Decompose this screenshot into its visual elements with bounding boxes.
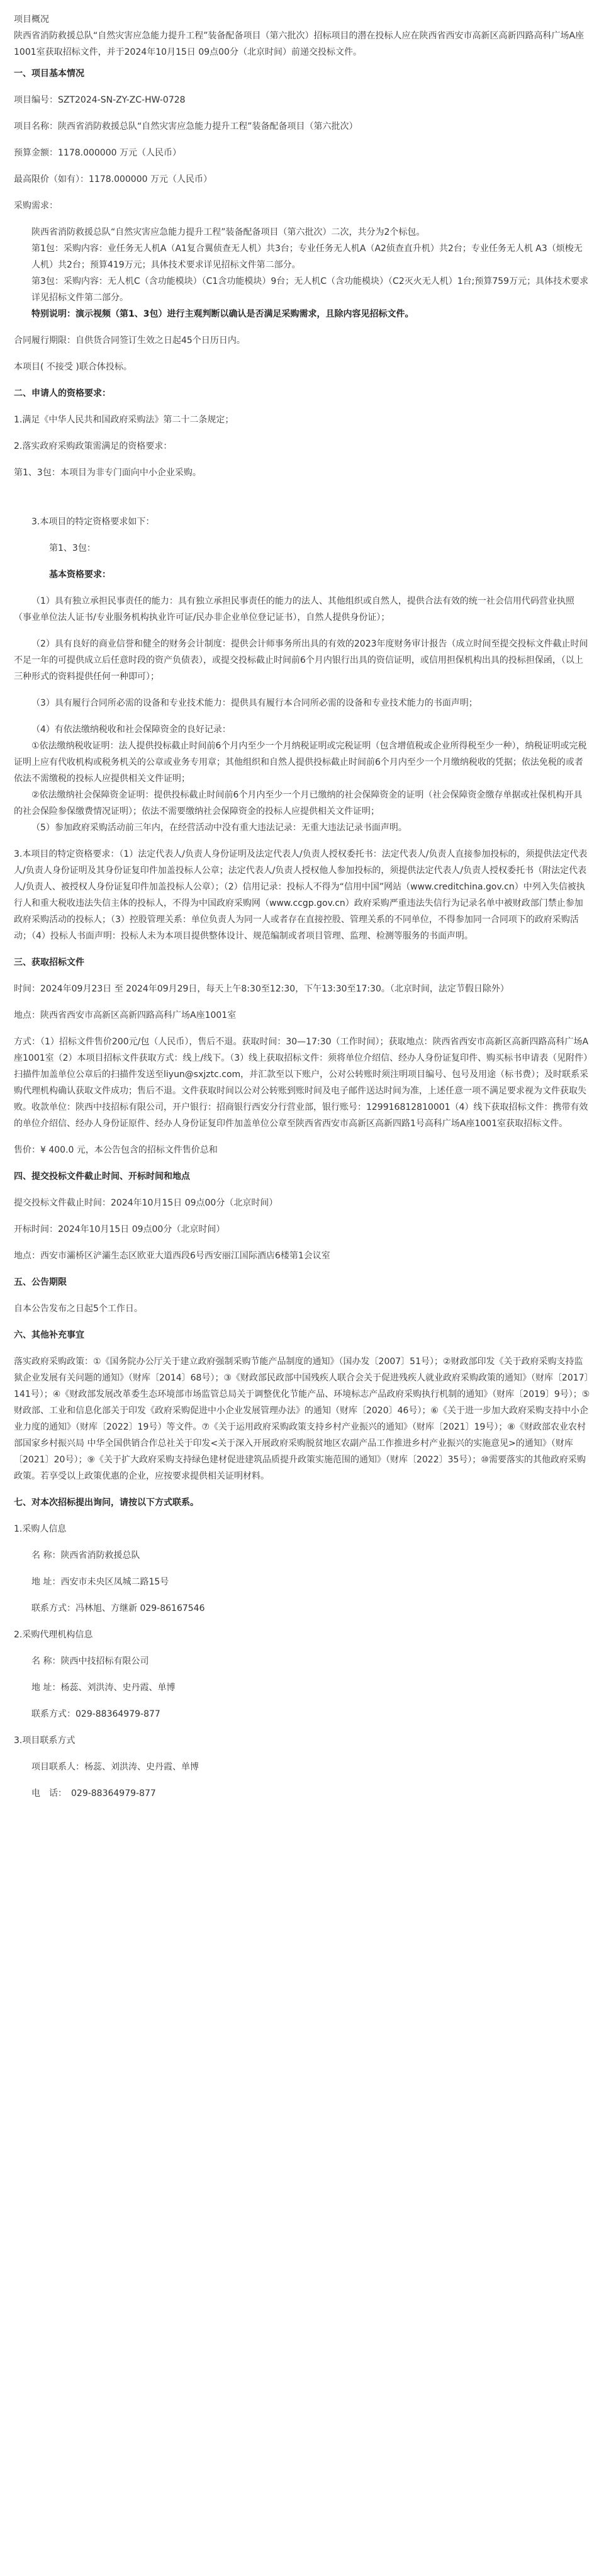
overview-text: 陕西省消防救援总队“自然灾害应急能力提升工程”装备配备项目（第六批次）招标项目的潜在投标人应在陕西省西安市高新区高新四路高科广场A座1001室获取招标文件，并于2024年10月15日 09点00分（北京时间）前递交投标文件。 [14, 31, 584, 57]
section-5-title: 五、公告期限 [14, 1277, 67, 1287]
requirement-2-detail: 第1、3包：本项目为非专门面向中小企业采购。 [14, 468, 201, 478]
special-note: 特别说明：演示视频（第1、3包）进行主观判断以确认是否满足采购需求，且除内容见招标文件。 [31, 309, 414, 319]
overview-title: 项目概况 [14, 14, 49, 25]
section-3-title: 三、获取招标文件 [14, 958, 84, 968]
project-contact-phone: 电 话： 029-88364979-877 [31, 1788, 156, 1799]
opening-place: 地点：西安市灞桥区浐灞生态区欧亚大道西段6号西安丽江国际酒店6楼第1会议室 [14, 1251, 330, 1261]
agent-name: 名 称：陕西中技招标有限公司 [31, 1656, 149, 1666]
special-qualification: 3.本项目的特定资格要求：（1）法定代表人/负责人身份证明及法定代表人/负责人授权委托书：法定代表人/负责人直接参加投标的，须提供法定代表人/负责人身份证明及其身份证复印件加盖投标人公章；法定代表人/负责人授权他人参加投标的，须提供法定代表人/负责人授权委托书（附法定代表人/负责人、被授权人身份证复印件加盖投标人公章）；（2）信用记录：投标人不得为“信用中国”网站（www.creditchina.gov.cn）中列入失信被执行人和重大税收违法失信主体的投标人，不得为中国政府采购网（www.ccgp.gov.cn）政府采购严重违法失信行为记录名单中被财政部门禁止参加政府采购活动的投标人；（3）控股管理关系：单位负责人为同一人或者存在直接控股、管理关系的不同单位，不得参加同一合同项下的政府采购活动；（4）投标人书面声明：投标人未为本项目提供整体设计、规范编制或者项目管理、监理、检测等服务的书面声明。 [14, 849, 588, 941]
project-contact-people: 项目联系人：杨蕊、刘洪涛、史丹霞、单博 [31, 1762, 199, 1772]
notice-period: 自本公告发布之日起5个工作日。 [14, 1304, 143, 1314]
buyer-address: 地 址：西安市未央区凤城二路15号 [31, 1577, 169, 1587]
requirement-3: 3.本项目的特定资格要求如下： [31, 517, 155, 527]
project-contact-title: 3.项目联系方式 [14, 1736, 76, 1746]
contract-period: 合同履行期限：自供货合同签订生效之日起45个日历日内。 [14, 336, 245, 346]
document-price: 售价：¥ 400.0 元，本公告包含的招标文件售价总和 [14, 1145, 218, 1155]
budget-amount: 预算金额：1178.000000 万元（人民币） [14, 148, 181, 158]
lot-1-text: 第1包：采购内容：业任务无人机A（A1复合翼侦查无人机）共3台；专业任务无人机A（A2侦查直升机）共2台；专业任务无人机 A3（烦梭无人机）共2台；预算419万元；具体技术要求详见招标文件第二部分。 [31, 244, 583, 270]
requirement-3-lots: 第1、3包： [49, 543, 96, 553]
buyer-name: 名 称：陕西省消防救援总队 [31, 1551, 140, 1561]
requirements-label: 采购需求： [14, 201, 58, 211]
project-code: 项目编号：SZT2024-SN-ZY-ZC-HW-0728 [14, 95, 186, 105]
opening-time: 开标时间：2024年10月15日 09点00分（北京时间） [14, 1224, 225, 1234]
obtain-method: 方式：（1）招标文件售价200元/包（人民币），售后不退。获取时间：30—17:30（工作时间）；获取地点：陕西省西安市高新区高新四路高科广场A座1001室（2）本项目招标文件获取方式：线上/线下。（3）线上获取招标文件：须将单位介绍信、经办人身份证复印件、购买标书申请表（见附件）扫描件加盖单位公章后的扫描件发送至liyun@sxjztc.com，并汇款至以下账户，公对公转账时须注明项目编号、包号及用途（标书费）；及时联系采购代理机构确认获取文件成功；售后不退。文件获取时间以公对公转账到账时间及电子邮件送达时间为准，上述任意一项不满足要求视为文件获取失败。收款单位：陕西中技招标有限公司，开户银行：招商银行西安分行营业部，银行账号：129916812810001（4）线下获取招标文件：携带有效的单位介绍信、经办人身份证原件、经办人身份证复印件加盖单位公章至陕西省西安市高新区高新四路1号高科广场A座1001室获取招标文件。 [14, 1037, 589, 1129]
obtain-time: 时间：2024年09月23日 至 2024年09月29日，每天上午8:30至12:30，下午13:30至17:30。（北京时间，法定节假日除外） [14, 984, 509, 994]
supplementary-text: 落实政府采购政策：①《国务院办公厅关于建立政府强制采购节能产品制度的通知》（国办发〔2007〕51号）；②财政部印发《关于政府采购支持监狱企业发展有关问题的通知》（财库〔2014〕68号）；③《财政部民政部中国残疾人联合会关于促进残疾人就业政府采购政策的通知》（财库〔2017〕141号）；④《财政部发展改革委生态环境部市场监管总局关于调整优化节能产品、环境标志产品政府采购执行机制的通知》（财库〔2019〕9号）；⑤财政部、工业和信息化部关于印发《政府采购促进中小企业发展管理办法》的通知（财库〔2020〕46号）；⑥《关于进一步加大政府采购支持中小企业力度的通知》（财库〔2022〕19号）等文件。⑦《关于运用政府采购政策支持乡村产业振兴的通知》（财库〔2021〕19号）；⑧《财政部农业农村部国家乡村振兴局 中华全国供销合作总社关于印发<关于深入开展政府采购脱贫地区农副产品工作推进乡村产业振兴的实施意见>的通知》（财库〔2021〕20号）；⑨《关于扩大政府采购支持绿色建材促进建筑品质提升政策实施范围的通知》（财库〔2022〕35号）；⑩需要落实的其他政府采购政策。若享受以上政策优惠的企业，应按要求提供相关证明材料。 [14, 1357, 590, 1481]
qualification-4: （4）有依法缴纳税收和社会保障资金的良好记录： [31, 725, 231, 735]
section-1-title: 一、项目基本情况 [14, 69, 84, 79]
requirement-2: 2.落实政府采购政策需满足的资格要求： [14, 441, 172, 451]
qualification-3: （3）具有履行合同所必需的设备和专业技术能力：提供具有履行本合同所必需的设备和专业技术能力的书面声明； [31, 698, 478, 708]
agent-info-title: 2.采购代理机构信息 [14, 1630, 93, 1640]
consortium-note: 本项目( 不接受 )联合体投标。 [14, 362, 132, 372]
agent-contact: 联系方式：029-88364979-877 [31, 1709, 160, 1719]
qualification-5: （5）参加政府采购活动前三年内，在经营活动中没有重大违法记录：无重大违法记录书面声明。 [31, 823, 407, 833]
project-name: 项目名称：陕西省消防救援总队“自然灾害应急能力提升工程”装备配备项目（第六批次） [14, 121, 358, 132]
qualification-4-tax: ①依法缴纳税收证明：法人提供投标截止时间前6个月内至少一个月纳税证明或完税证明（包含增值税或企业所得税至少一种），纳税证明或完税证明上应有代收机构或税务机关的公章或业务专用章；其他组织和自然人提供投标截止时间前6个月内至少一个月缴纳税收的凭据；依法免税的或者依法不需缴税的投标人应提供相关文件证明； [14, 741, 587, 784]
lot-3-text: 第3包：采购内容：无人机C（含功能模块）（C1含功能模块）9台；无人机C（含功能模块）（C2灭火无人机）1台;预算759万元；具体技术要求详见招标文件第二部分。 [31, 276, 589, 303]
max-price: 最高限价（如有）：1178.000000 万元（人民币） [14, 174, 212, 184]
qualification-1: （1）具有独立承担民事责任的能力：具有独立承担民事责任的能力的法人、其他组织或自然人，提供合法有效的统一社会信用代码营业执照（事业单位法人证书/专业服务机构执业许可证/民办非企业单位登记证书），自然人提供身份证）； [14, 596, 574, 623]
section-7-title: 七、对本次招标提出询问，请按以下方式联系。 [14, 1498, 199, 1508]
requirement-1: 1.满足《中华人民共和国政府采购法》第二十二条规定； [14, 415, 234, 425]
section-2-title: 二、申请人的资格要求： [14, 388, 111, 398]
requirements-intro: 陕西省消防救援总队“自然灾害应急能力提升工程”装备配备项目（第六批次）二次，共分为2个标包。 [31, 227, 425, 237]
basic-qualification-title: 基本资格要求： [49, 570, 111, 580]
buyer-contact: 联系方式：冯林旭、方继新 029-86167546 [31, 1603, 205, 1613]
qualification-2: （2）具有良好的商业信誉和健全的财务会计制度：提供会计师事务所出具的有效的2023年度财务审计报告（成立时间至提交投标文件截止时间不足一年的可提供成立后任意时段的资产负债表），或提交投标截止时间前6个月内银行出具的资信证明，或信用担保机构出具的投标担保函，（以上三种形式的资料提供任何一种即可）； [14, 639, 588, 682]
qualification-4-social: ②依法缴纳社会保障资金证明：提供投标截止时间前6个月内至少一个月已缴纳的社会保障资金的证明（社会保障资金缴存单据或社保机构开具的社会保险参保缴费情况证明）；依法不需要缴纳社会保障资金的投标人应提供相关文件证明； [14, 790, 583, 816]
section-6-title: 六、其他补充事宜 [14, 1330, 84, 1340]
agent-address: 地 址：杨蕊、刘洪涛、史丹霞、单博 [31, 1683, 176, 1693]
submission-deadline: 提交投标文件截止时间：2024年10月15日 09点00分（北京时间） [14, 1198, 278, 1208]
buyer-info-title: 1.采购人信息 [14, 1524, 67, 1534]
section-4-title: 四、提交投标文件截止时间、开标时间和地点 [14, 1172, 190, 1182]
obtain-place: 地点：陕西省西安市高新区高新四路高科广场A座1001室 [14, 1010, 237, 1020]
